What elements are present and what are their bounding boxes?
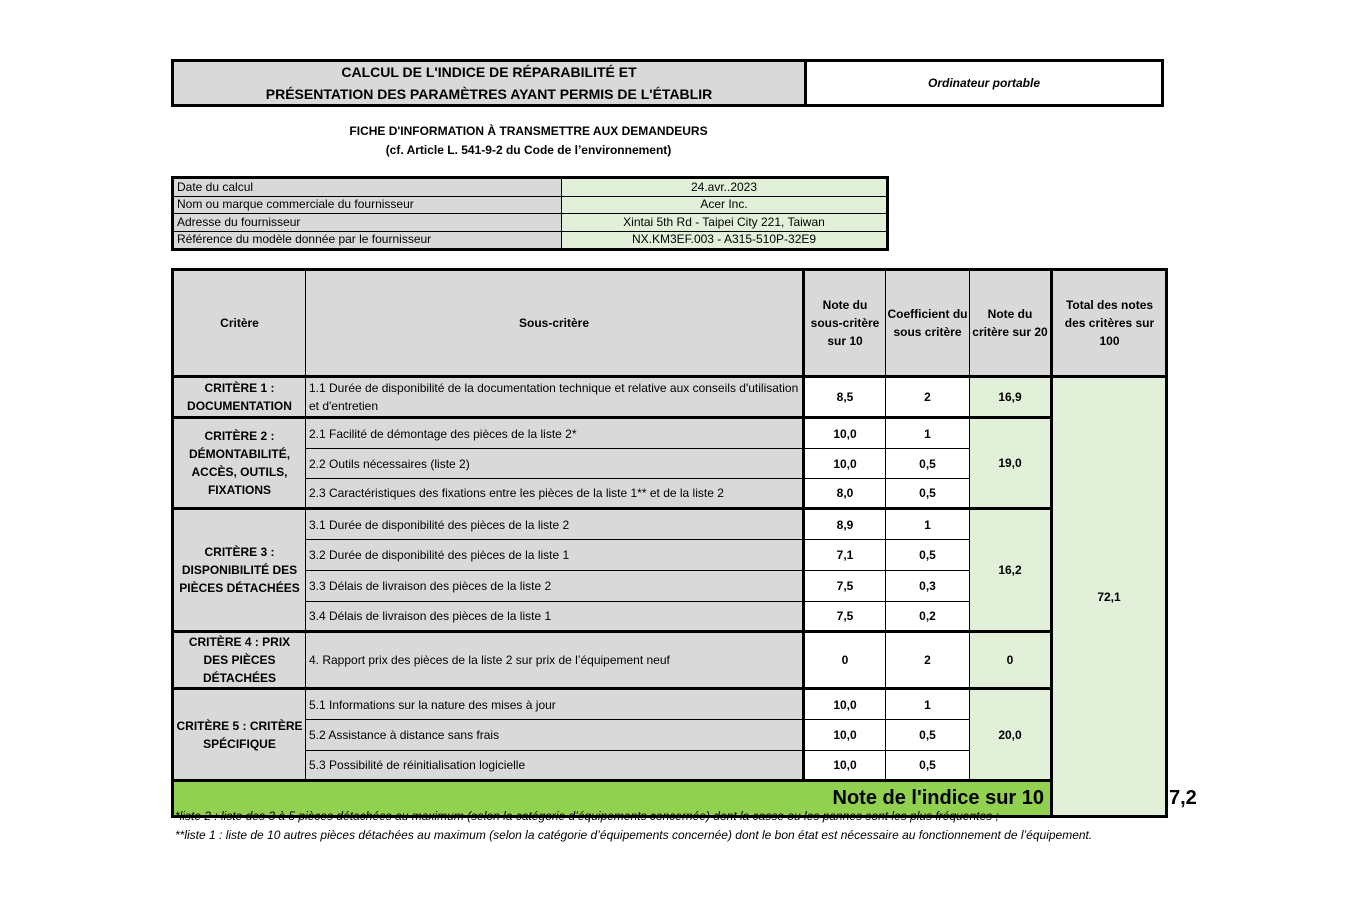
final-score-label: Note de l'indice sur 10 [173,781,1052,817]
sub-criterion-label: 2.3 Caractéristiques des fixations entre les pièces de la liste 1** et de la liste 2 [306,479,804,509]
sub-criterion-label: 1.1 Durée de disponibilité de la documentation technique et relative aux conseils d'utilisation et d'entretien [306,377,804,418]
sub-criterion-coef: 1 [886,418,970,449]
sub-criterion-label: 4. Rapport prix des pièces de la liste 2 sur prix de l’équipement neuf [306,632,804,689]
sub-criterion-label: 3.1 Durée de disponibilité des pièces de la liste 2 [306,509,804,540]
criterion-score: 0 [970,632,1052,689]
criterion-score: 16,9 [970,377,1052,418]
info-label: Nom ou marque commerciale du fournisseur [173,196,562,214]
total-score: 72,1 [1052,377,1167,817]
col-header-critere: Critère [173,270,306,377]
info-value: Acer Inc. [562,196,888,214]
sub-criterion-coef: 0,5 [886,540,970,571]
sub-criterion-coef: 0,5 [886,479,970,509]
table-row [173,689,1167,720]
sub-criterion-coef: 1 [886,689,970,720]
sub-criterion-label: 5.2 Assistance à distance sans frais [306,720,804,751]
sub-criterion-label: 2.2 Outils nécessaires (liste 2) [306,449,804,479]
sub-criterion-score: 10,0 [804,449,886,479]
footnote-liste-2: *liste 2 : liste des 3 à 5 pièces détachées au maximum (selon la catégorie d’équipements concernée) dont la casse ou les pannes sont les plus fréquentes ; [175,809,999,823]
subtitle-line-2: (cf. Article L. 541-9-2 du Code de l’environnement) [385,143,672,157]
title-block [174,62,807,104]
title-banner [171,59,1164,107]
sub-criterion-score: 8,0 [804,479,886,509]
title-line-1: CALCUL DE L'INDICE DE RÉPARABILITÉ ET [341,64,637,80]
sub-criterion-score: 10,0 [804,720,886,751]
info-label: Date du calcul [173,178,562,197]
sub-criterion-score: 10,0 [804,751,886,781]
sub-criterion-score: 8,9 [804,509,886,540]
sub-criterion-score: 0 [804,632,886,689]
col-header-note-critere: Note du critère sur 20 [970,270,1052,377]
sub-criterion-coef: 0,5 [886,449,970,479]
repairability-table [171,268,1197,818]
sub-criterion-label: 3.2 Durée de disponibilité des pièces de la liste 1 [306,540,804,571]
criterion-score: 19,0 [970,418,1052,509]
info-label: Référence du modèle donnée par le fournisseur [173,231,562,250]
sub-criterion-coef: 2 [886,377,970,418]
table-row [173,632,1167,689]
criterion-score: 16,2 [970,509,1052,632]
info-row [173,196,888,214]
sub-criterion-score: 7,5 [804,602,886,632]
sub-criterion-coef: 0,5 [886,720,970,751]
criterion-label: CRITÈRE 4 : PRIX DES PIÈCES DÉTACHÉES [173,632,306,689]
sub-criterion-label: 2.1 Facilité de démontage des pièces de la liste 2* [306,418,804,449]
criterion-label: CRITÈRE 1 : DOCUMENTATION [173,377,306,418]
sub-criterion-label: 5.3 Possibilité de réinitialisation logicielle [306,751,804,781]
info-value: Xintai 5th Rd - Taipei City 221, Taiwan [562,214,888,232]
table-row [173,509,1167,540]
table-header-row [173,270,1167,377]
info-label: Adresse du fournisseur [173,214,562,232]
sub-criterion-label: 3.4 Délais de livraison des pièces de la liste 1 [306,602,804,632]
sub-criterion-coef: 0,5 [886,751,970,781]
subtitle-line-1: FICHE D'INFORMATION À TRANSMETTRE AUX DEMANDEURS [349,124,708,138]
sub-criterion-score: 7,5 [804,571,886,602]
info-row [173,178,888,197]
sub-criterion-coef: 1 [886,509,970,540]
info-value: 24.avr..2023 [562,178,888,197]
footnote-liste-1: **liste 1 : liste de 10 autres pièces détachées au maximum (selon la catégorie d’équipements concernée) dont le bon état est nécessaire au fonctionnement de l’équipement. [175,828,1093,842]
product-type: Ordinateur portable [927,76,1040,90]
sub-criterion-label: 5.1 Informations sur la nature des mises à jour [306,689,804,720]
sub-criterion-score: 7,1 [804,540,886,571]
title-line-2: PRÉSENTATION DES PARAMÈTRES AYANT PERMIS DE L'ÉTABLIR [265,86,713,102]
table-row [173,418,1167,449]
info-row [173,231,888,250]
criterion-label: CRITÈRE 3 : DISPONIBILITÉ DES PIÈCES DÉTACHÉES [173,509,306,632]
sub-criterion-score: 10,0 [804,418,886,449]
table-row [173,377,1167,418]
sub-criterion-coef: 0,3 [886,571,970,602]
final-score-row: Note de l'indice sur 10 7,2 [173,781,1167,817]
col-header-sous-critere: Sous-critère [306,270,804,377]
sub-criterion-label: 3.3 Délais de livraison des pièces de la liste 2 [306,571,804,602]
criterion-label: CRITÈRE 2 : DÉMONTABILITÉ, ACCÈS, OUTILS, FIXATIONS [173,418,306,509]
supplier-info-table [171,176,889,251]
col-header-coef: Coefficient du sous critère [886,270,970,377]
sub-criterion-coef: 2 [886,632,970,689]
criterion-label: CRITÈRE 5 : CRITÈRE SPÉCIFIQUE [173,689,306,781]
sub-criterion-score: 8,5 [804,377,886,418]
sub-criterion-score: 10,0 [804,689,886,720]
criterion-score: 20,0 [970,689,1052,781]
info-row [173,214,888,232]
col-header-total: Total des notes des critères sur 100 [1052,270,1167,377]
col-header-note-sous: Note du sous-critère sur 10 [804,270,886,377]
sub-criterion-coef: 0,2 [886,602,970,632]
info-value: NX.KM3EF.003 - A315-510P-32E9 [562,231,888,250]
